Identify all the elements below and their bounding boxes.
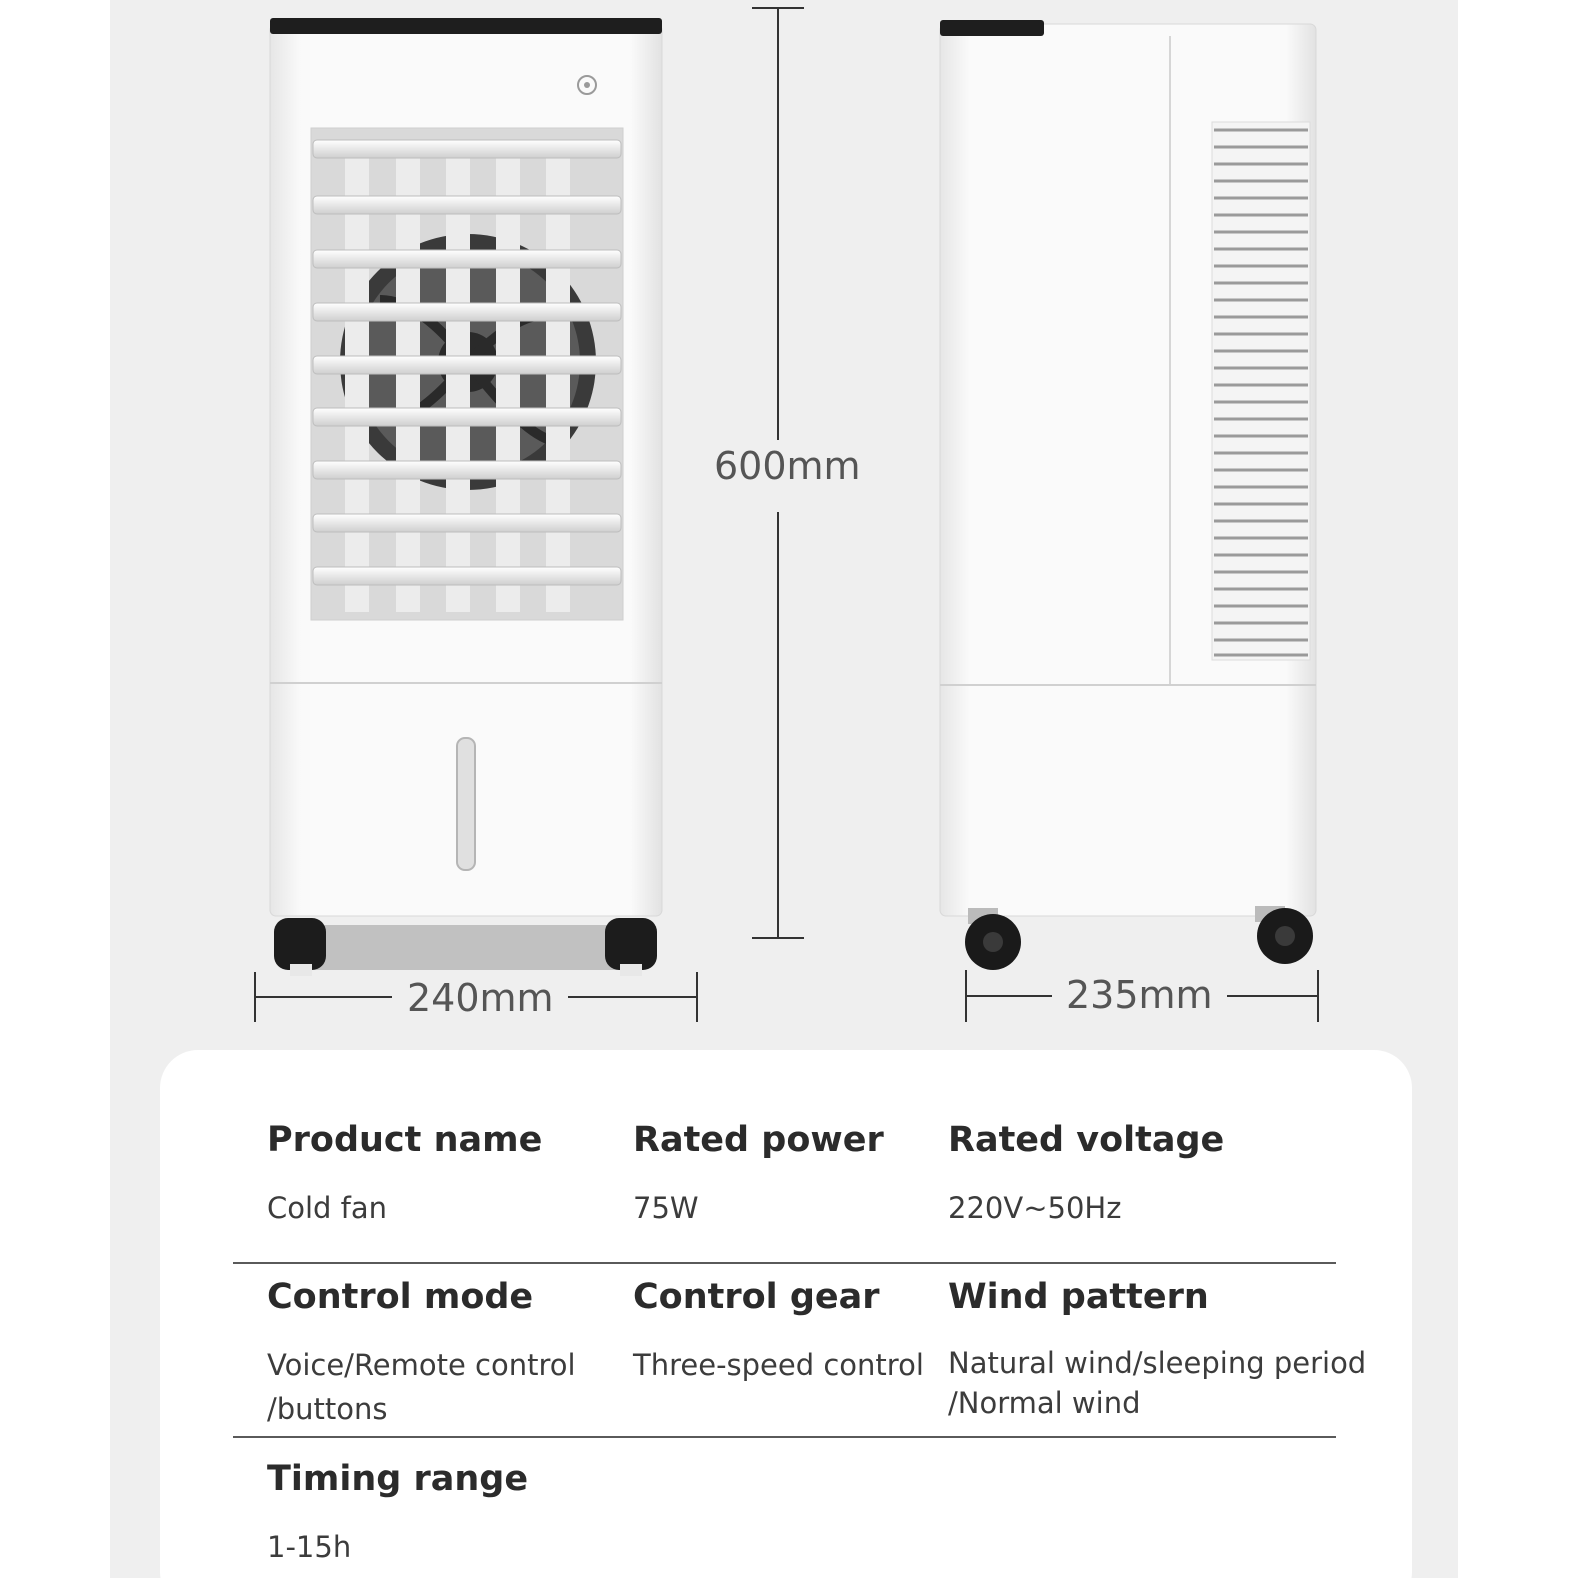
front-width-dimension-label: 240mm bbox=[393, 975, 568, 1021]
spec-control-mode bbox=[267, 1277, 576, 1431]
divider bbox=[233, 1262, 1336, 1264]
spec-label: Control mode bbox=[267, 1277, 534, 1317]
divider bbox=[233, 1436, 1336, 1438]
spec-wind-pattern bbox=[948, 1277, 1366, 1423]
spec-rated-voltage bbox=[948, 1120, 1224, 1230]
spec-label: Rated power bbox=[633, 1120, 884, 1160]
spec-value: Three-speed control bbox=[633, 1348, 924, 1382]
side-width-dimension-label: 235mm bbox=[1052, 972, 1227, 1018]
spec-label: Rated voltage bbox=[948, 1120, 1225, 1160]
side-view-cooler bbox=[940, 20, 1316, 970]
spec-label: Control gear bbox=[633, 1277, 880, 1317]
spec-label: Wind pattern bbox=[948, 1277, 1209, 1317]
spec-value: 75W bbox=[633, 1191, 699, 1225]
spec-product-name bbox=[267, 1120, 542, 1230]
spec-rated-power bbox=[633, 1120, 884, 1230]
spec-value: Cold fan bbox=[267, 1191, 388, 1225]
spec-value: Voice/Remote control /buttons bbox=[267, 1348, 576, 1426]
spec-label: Timing range bbox=[267, 1459, 529, 1499]
spec-label: Product name bbox=[267, 1120, 543, 1160]
spec-control-gear bbox=[633, 1277, 924, 1387]
spec-value: 1-15h bbox=[267, 1530, 352, 1564]
spec-timing-range bbox=[267, 1459, 528, 1569]
spec-value: 220V~50Hz bbox=[948, 1191, 1122, 1225]
height-dimension-label: 600mm bbox=[700, 443, 875, 489]
front-view-cooler bbox=[270, 18, 662, 976]
spec-value: Natural wind/sleeping period /Normal wind bbox=[948, 1346, 1367, 1420]
